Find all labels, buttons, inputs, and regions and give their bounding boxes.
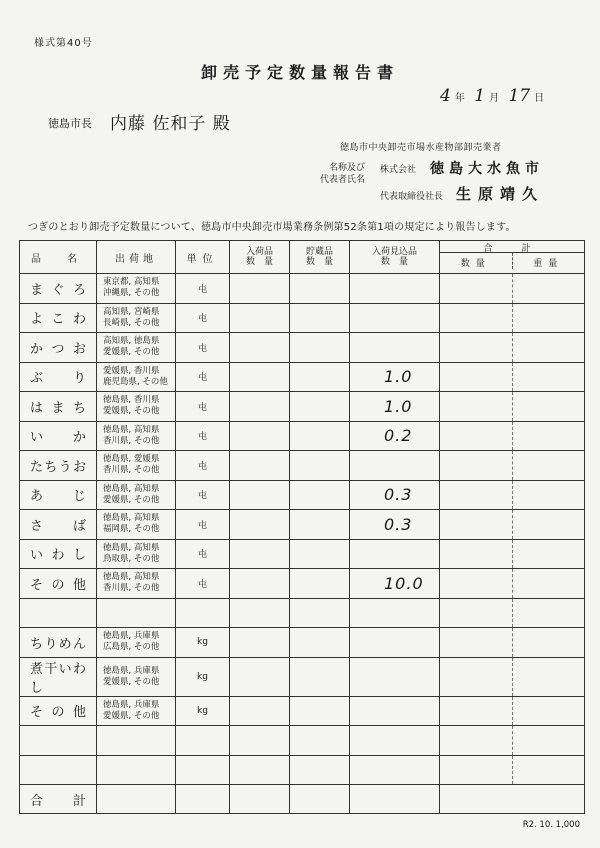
header-unit: 単位 (176, 241, 230, 274)
table-row (20, 362, 585, 392)
report-table (19, 240, 585, 814)
origin-cell (97, 274, 176, 304)
origin-line-1: 高知県, 宮崎県 (103, 306, 160, 317)
arrival-qty-cell (230, 333, 290, 363)
total-sum-cell (440, 785, 585, 814)
origin-line-1: 愛媛県, 香川県 (103, 365, 160, 376)
origin-line-2: 香川県, その他 (103, 465, 160, 476)
stock-qty-cell (290, 696, 350, 726)
arrival-qty-cell (230, 274, 290, 304)
origin-line-1: 徳島県, 高知県 (103, 483, 160, 494)
arrival-qty-cell (230, 569, 290, 599)
origin-cell (97, 598, 176, 628)
table-row (20, 755, 585, 785)
item-name-cell: よこわ (20, 303, 97, 333)
document-title: 卸売予定数量報告書 (200, 63, 399, 82)
date-month: 1 (474, 86, 486, 106)
unit-cell: 屯 (176, 510, 230, 540)
table-row (20, 303, 585, 333)
report-date (440, 86, 548, 106)
origin-line-1: 徳島県, 愛媛県 (103, 454, 160, 465)
origin-cell (97, 333, 176, 363)
origin-line-2: 香川県, その他 (103, 435, 160, 446)
expected-qty-cell (350, 274, 440, 304)
header-expected: 入荷見込品 数 量 (350, 241, 440, 274)
intro-text: つぎのとおり卸売予定数量について、徳島市中央卸売市場業務条例第52条第1項の規定により報告します。 (28, 222, 516, 233)
expected-qty-cell (350, 598, 440, 628)
origin-cell (97, 755, 176, 785)
total-arrival-cell (230, 785, 290, 814)
origin-cell (97, 569, 176, 599)
expected-qty-cell (350, 726, 440, 756)
total-cell (440, 303, 585, 333)
unit-cell (176, 598, 230, 628)
arrival-qty-cell (230, 628, 290, 658)
item-name-cell: ちりめん (20, 628, 97, 658)
item-name-cell: まぐろ (20, 274, 97, 304)
origin-line-2: 愛媛県, その他 (103, 710, 160, 721)
stock-qty-cell (290, 362, 350, 392)
origin-cell (97, 451, 176, 481)
expected-qty-cell: 0.3 (350, 480, 440, 510)
arrival-qty-cell (230, 726, 290, 756)
item-name-cell: たちうお (20, 451, 97, 481)
origin-line-1: 徳島県, 高知県 (103, 424, 160, 435)
origin-line-2: 福岡県, その他 (103, 524, 160, 535)
total-cell (440, 628, 585, 658)
total-cell (440, 362, 585, 392)
stock-qty-cell (290, 480, 350, 510)
stock-qty-cell (290, 569, 350, 599)
arrival-qty-cell (230, 362, 290, 392)
arrival-qty-cell (230, 480, 290, 510)
total-cell (440, 451, 585, 481)
stock-qty-cell (290, 392, 350, 422)
arrival-qty-cell (230, 451, 290, 481)
stock-qty-cell (290, 421, 350, 451)
expected-qty-cell: 1.0 (350, 362, 440, 392)
header-total-label: 合 計 (440, 241, 584, 253)
stock-qty-cell (290, 726, 350, 756)
item-name-cell: はまち (20, 392, 97, 422)
unit-cell: kg (176, 628, 230, 658)
item-name-cell (20, 598, 97, 628)
origin-line-2: 愛媛県, その他 (103, 494, 160, 505)
sender-organization: 徳島市中央卸売市場水産物部卸売業者 (340, 143, 502, 153)
total-cell (440, 726, 585, 756)
stock-qty-cell (290, 755, 350, 785)
total-cell (440, 421, 585, 451)
origin-cell (97, 657, 176, 696)
total-cell (440, 539, 585, 569)
origin-cell (97, 480, 176, 510)
unit-cell: 屯 (176, 362, 230, 392)
expected-qty-cell (350, 303, 440, 333)
unit-cell: 屯 (176, 392, 230, 422)
unit-cell: kg (176, 657, 230, 696)
unit-cell: 屯 (176, 333, 230, 363)
header-arrival: 入荷品 数 量 (230, 241, 290, 274)
table-row (20, 628, 585, 658)
item-name-cell: さば (20, 510, 97, 540)
item-name-cell: 煮干いわし (20, 657, 97, 696)
arrival-qty-cell (230, 657, 290, 696)
table-row (20, 657, 585, 696)
unit-cell: 屯 (176, 303, 230, 333)
origin-line-1: 徳島県, 兵庫県 (103, 699, 160, 710)
arrival-qty-cell (230, 510, 290, 540)
addressee-name: 内藤 佐和子 殿 (110, 114, 231, 134)
total-cell (440, 696, 585, 726)
header-origin: 出荷地 (97, 241, 176, 274)
header-total-weight: 重量 (533, 259, 564, 269)
origin-line-2: 愛媛県, その他 (103, 676, 160, 687)
total-unit-cell (176, 785, 230, 814)
arrival-qty-cell (230, 421, 290, 451)
expected-qty-cell: 0.3 (350, 510, 440, 540)
table-row (20, 333, 585, 363)
expected-qty-cell: 10.0 (350, 569, 440, 599)
unit-cell: kg (176, 696, 230, 726)
item-name-cell: いか (20, 421, 97, 451)
expected-qty-cell: 1.0 (350, 392, 440, 422)
stock-qty-cell (290, 539, 350, 569)
date-year-unit: 年 (454, 93, 465, 104)
expected-qty-cell (350, 539, 440, 569)
total-cell (440, 510, 585, 540)
expected-qty-cell (350, 657, 440, 696)
stock-qty-cell (290, 628, 350, 658)
date-month-unit: 月 (489, 93, 500, 104)
origin-line-2: 鳥取県, その他 (103, 553, 160, 564)
table-row (20, 598, 585, 628)
item-name-cell: かつお (20, 333, 97, 363)
table-row (20, 726, 585, 756)
stock-qty-cell (290, 657, 350, 696)
total-stock-cell (290, 785, 350, 814)
total-row (20, 785, 585, 814)
unit-cell (176, 755, 230, 785)
stock-qty-cell (290, 510, 350, 540)
origin-line-1: 高知県, 徳島県 (103, 336, 160, 347)
origin-line-1: 徳島県, 兵庫県 (103, 631, 160, 642)
item-name-cell (20, 726, 97, 756)
origin-line-1: 徳島県, 香川県 (103, 395, 160, 406)
footer-print-code: R2. 10. 1,000 (522, 820, 580, 830)
item-name-cell: ぶり (20, 362, 97, 392)
origin-cell (97, 539, 176, 569)
origin-line-1: 東京都, 高知県 (103, 277, 160, 288)
origin-cell (97, 303, 176, 333)
company-name: 徳島大水魚市 (430, 161, 544, 177)
origin-cell (97, 726, 176, 756)
sender-label-line2: 代表者氏名 (320, 175, 366, 185)
origin-line-2: 沖縄県, その他 (103, 288, 160, 299)
table-row (20, 392, 585, 422)
origin-line-2: 鹿児島県, その他 (103, 376, 168, 387)
origin-line-2: 長崎県, その他 (103, 317, 160, 328)
total-cell (440, 480, 585, 510)
origin-cell (97, 421, 176, 451)
representative-title: 代表取締役社長 (380, 192, 444, 202)
company-prefix: 株式会社 (380, 165, 417, 175)
sender-label-line1: 名称及び (329, 163, 366, 173)
total-cell (440, 755, 585, 785)
stock-qty-cell (290, 333, 350, 363)
arrival-qty-cell (230, 392, 290, 422)
origin-line-1: 徳島県, 兵庫県 (103, 665, 160, 676)
item-name-cell: あじ (20, 480, 97, 510)
header-stock: 貯蔵品 数 量 (290, 241, 350, 274)
arrival-qty-cell (230, 303, 290, 333)
date-year: 4 (440, 86, 451, 106)
total-row-label: 合 計 (20, 785, 97, 814)
expected-qty-cell (350, 628, 440, 658)
table-row (20, 696, 585, 726)
header-item: 品 名 (20, 241, 97, 274)
arrival-qty-cell (230, 696, 290, 726)
expected-qty-cell: 0.2 (350, 421, 440, 451)
stock-qty-cell (290, 598, 350, 628)
arrival-qty-cell (230, 598, 290, 628)
representative-name: 生原靖久 (456, 185, 545, 203)
expected-qty-cell (350, 696, 440, 726)
item-name-cell: その他 (20, 696, 97, 726)
total-cell (440, 598, 585, 628)
origin-line-1: 徳島県, 高知県 (103, 542, 160, 553)
expected-qty-cell (350, 333, 440, 363)
origin-cell (97, 510, 176, 540)
origin-line-1: 徳島県, 高知県 (103, 513, 160, 524)
unit-cell: 屯 (176, 274, 230, 304)
expected-qty-cell (350, 451, 440, 481)
origin-cell (97, 628, 176, 658)
form-number: 様式第40号 (34, 38, 93, 49)
origin-cell (97, 392, 176, 422)
origin-line-2: 愛媛県, その他 (103, 406, 160, 417)
date-day-unit: 日 (534, 93, 545, 104)
total-cell (440, 333, 585, 363)
sender-label (320, 162, 365, 186)
table-row (20, 274, 585, 304)
origin-cell (97, 362, 176, 392)
expected-qty-cell (350, 755, 440, 785)
unit-cell: 屯 (176, 480, 230, 510)
total-expected-cell (350, 785, 440, 814)
total-cell (440, 657, 585, 696)
table-row (20, 480, 585, 510)
total-cell (440, 274, 585, 304)
stock-qty-cell (290, 303, 350, 333)
item-name-cell: その他 (20, 569, 97, 599)
item-name-cell (20, 755, 97, 785)
table-row (20, 421, 585, 451)
total-origin-cell (97, 785, 176, 814)
header-total-quantity: 数量 (440, 253, 513, 269)
origin-cell (97, 696, 176, 726)
unit-cell: 屯 (176, 421, 230, 451)
arrival-qty-cell (230, 755, 290, 785)
table-row (20, 569, 585, 599)
total-cell (440, 569, 585, 599)
unit-cell: 屯 (176, 451, 230, 481)
date-day: 17 (508, 86, 531, 106)
origin-line-1: 徳島県, 高知県 (103, 572, 160, 583)
table-row (20, 539, 585, 569)
unit-cell: 屯 (176, 569, 230, 599)
origin-line-2: 愛媛県, その他 (103, 347, 160, 358)
table-header-row (20, 241, 585, 274)
addressee-title: 徳島市長 (48, 117, 92, 130)
arrival-qty-cell (230, 539, 290, 569)
origin-line-2: 広島県, その他 (103, 642, 160, 653)
header-total (440, 241, 585, 274)
table-row (20, 451, 585, 481)
item-name-cell: いわし (20, 539, 97, 569)
unit-cell: 屯 (176, 539, 230, 569)
origin-line-2: 香川県, その他 (103, 583, 160, 594)
table-row (20, 510, 585, 540)
unit-cell (176, 726, 230, 756)
stock-qty-cell (290, 451, 350, 481)
total-cell (440, 392, 585, 422)
stock-qty-cell (290, 274, 350, 304)
